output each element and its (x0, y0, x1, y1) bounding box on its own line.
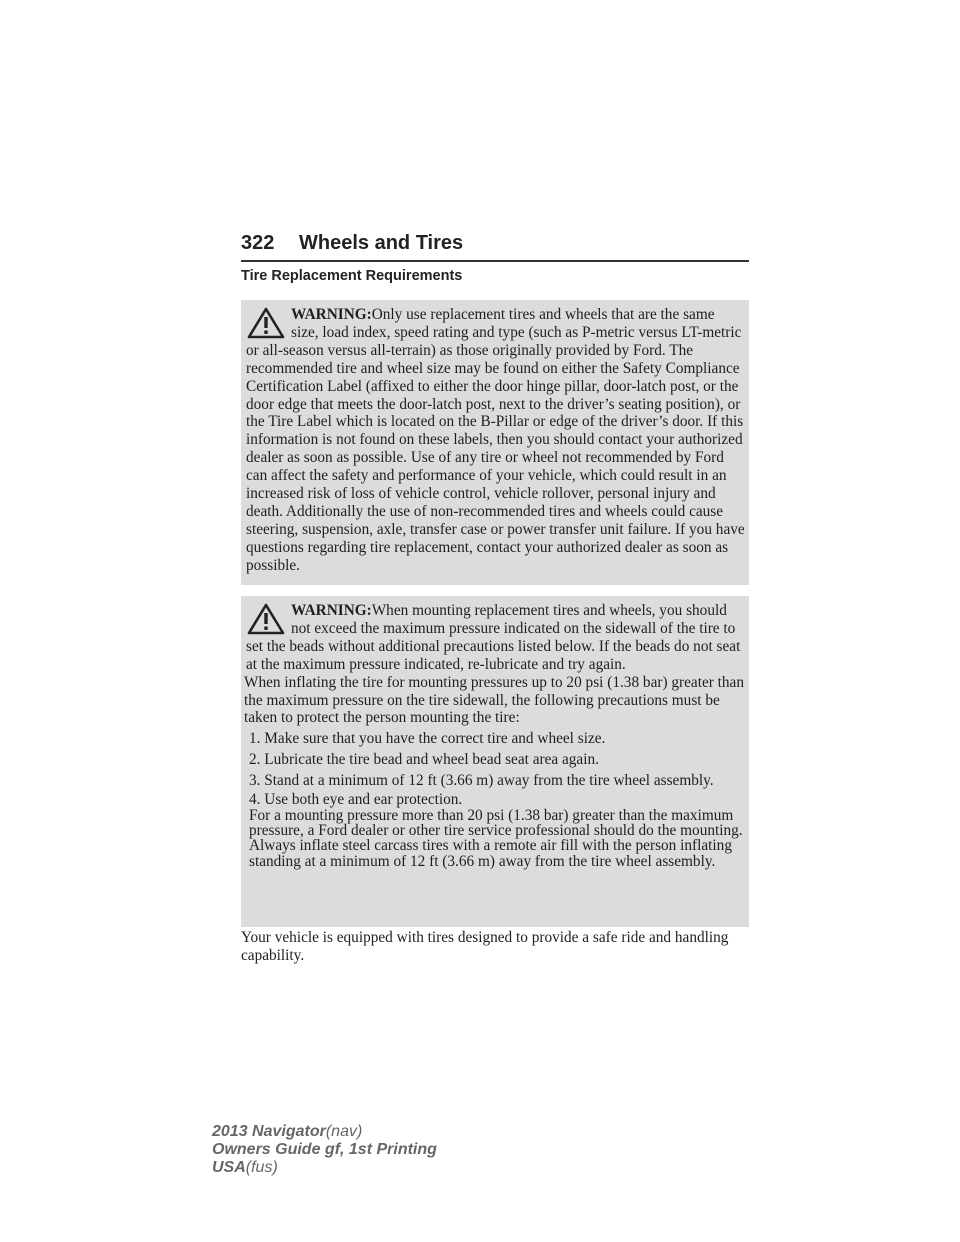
warning-text: When mounting replacement tires and wheels, you should not exceed the maximum pressure indicated on the sidewall of the tire to set the beads without additional precautions listed below. If the beads do not seat at the maximum pressure indicated, re-lubricate and try again. (246, 602, 741, 673)
page-header (241, 228, 749, 262)
header-divider (241, 260, 749, 262)
precaution-step: 3. Stand at a minimum of 12 ft (3.66 m) away from the tire wheel assembly. (249, 772, 714, 790)
warning-box-1 (241, 300, 749, 585)
footer-model-code: (nav) (325, 1123, 363, 1140)
subheading: Tire Replacement Requirements (241, 268, 463, 284)
page-number: 322 (241, 232, 275, 254)
footer-market-code: (fus) (245, 1159, 278, 1176)
footer-model: 2013 Navigator (212, 1123, 326, 1140)
precaution-note: For a mounting pressure more than 20 psi (1.38 bar) greater than the maximum pressure, a Ford dealer or other tire service professional should do the mounting. (249, 806, 743, 840)
warning-triangle-icon (244, 306, 288, 340)
warning-label: WARNING: (291, 306, 372, 323)
footer-market: USA (212, 1159, 246, 1176)
warning-text: Only use replacement tires and wheels that are the same size, load index, speed rating and type (such as P-metric versus LT-metric or all-season versus all-terrain) as those originally provided by Ford. The recommended tire and wheel size may be found on either the Safety Compliance Certification Label (affixed to either the door hinge pillar, door-latch post, or the door edge that meets the door-latch post, next to the driver’s seating position), or the Tire Label which is located on the B-Pillar or edge of the driver’s door. If this information is not found on these labels, then you should contact your authorized dealer as soon as possible. Use of any tire or wheel not recommended by Ford can affect the safety and performance of your vehicle, which could result in an increased risk of loss of vehicle control, vehicle rollover, personal injury and death. Additionally the use of non-recommended tires and wheels could cause steering, suspension, axle, transfer case or power transfer unit failure. If you have questions regarding tire replacement, contact your authorized dealer as soon as possible. (246, 306, 745, 574)
precaution-step: 2. Lubricate the tire bead and wheel bead seat area again. (249, 751, 599, 769)
closing-paragraph: Your vehicle is equipped with tires designed to provide a safe ride and handling capability. (241, 929, 729, 964)
document-footer (212, 1123, 437, 1177)
precaution-step: 4. Use both eye and ear protection. (249, 791, 463, 809)
section-title: Wheels and Tires (299, 232, 464, 254)
warning-box-2 (241, 596, 749, 927)
footer-guide: Owners Guide gf, 1st Printing (212, 1141, 437, 1158)
precaution-step: 1. Make sure that you have the correct tire and wheel size. (249, 730, 606, 748)
warning-label: WARNING: (291, 602, 372, 619)
warning-triangle-icon (244, 602, 288, 636)
precaution-note: Always inflate steel carcass tires with a remote air fill with the person inflating standing at a minimum of 12 ft (3.66 m) away from the tire wheel assembly. (249, 837, 732, 870)
precautions-intro: When inflating the tire for mounting pressures up to 20 psi (1.38 bar) greater than the maximum pressure on the tire sidewall, the following precautions must be taken to protect the person mounting the tire: (244, 673, 744, 727)
